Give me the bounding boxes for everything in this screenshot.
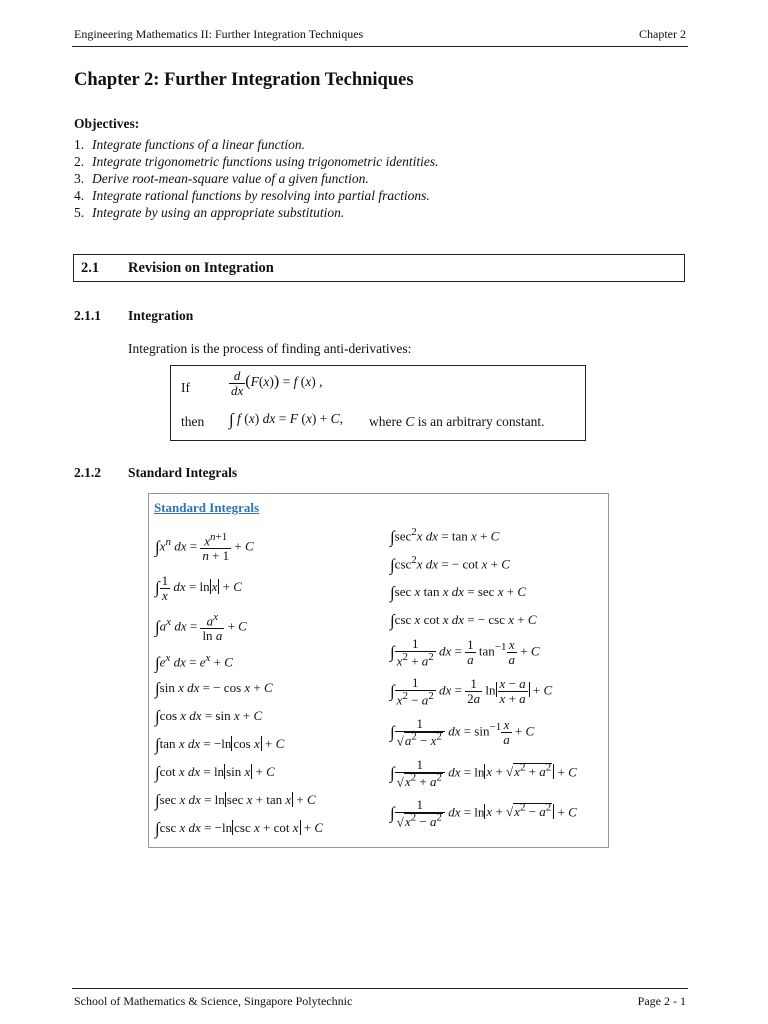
integral-arcsin: ∫ $\frac{1}{√a^2 - x^2}$ dx = $\sin^{-1}$ $\frac{x}{a}$ + C [390,716,535,748]
then-label: then [181,414,205,429]
objective-text: Integrate trigonometric functions using trigonometric identities. [92,154,439,169]
constant-text: is an arbitrary constant. [417,414,545,429]
section-number: 2.1 [81,260,100,276]
objective-item [74,136,438,153]
objective-number: 4. [74,188,85,203]
objective-number: 5. [74,205,85,220]
integral-sec-tan: ∫sec x tan x dx = sec x + C [390,583,526,602]
integral-exponential-e: $\int e^x$ dx = $e^x + C$ [155,652,233,673]
definition-box [170,365,586,441]
integral-cotangent: ∫cot x dx = ln sin x + C [155,763,275,782]
integral-csc-cot: ∫csc x cot x dx = − csc x + C [390,611,537,630]
header-title: Engineering Mathematics II: Further Integration Techniques [74,27,364,41]
integral-exponential-a: $\int a^x$ dx = $\frac{a^x}{\text{ln a}}$ + C [155,611,247,643]
footer-rule [72,988,688,989]
subsection-title: Standard Integrals [128,465,238,480]
section-heading-box [73,254,685,282]
integral-sine: ∫sin x dx = − cos x + C [155,679,273,698]
header-chapter: Chapter 2 [639,27,686,41]
integral-sec-squared: $\int\sec^2x$ dx = tan x + C [390,526,500,547]
objective-item [74,187,438,204]
section-title: Revision on Integration [128,260,274,276]
integral-log-diff-sqrt: ∫ $\frac{1}{√x^2 - a^2}$ dx = $\ln x + √x^2 - a^2 + C$ [390,797,577,829]
integral-reciprocal: ∫ $\frac{1}{x}$ dx = ln x + C [155,573,242,603]
derivative-formula: $\frac{d}{dx}$ (F(x)) = f (x) , [231,368,323,398]
objective-number: 1. [74,137,85,152]
integral-tangent: ∫tan x dx = −ln cos x + C [155,735,285,754]
integral-power: $\int x^n$ dx = $\frac{x^{n+1}}{n + 1}$ + C [155,531,254,563]
subsection-number: 2.1.1 [74,308,101,323]
objective-text: Integrate rational functions by resolving into partial fractions. [92,188,430,203]
footer-institution: School of Mathematics & Science, Singapore Polytechnic [74,994,353,1008]
antiderivative-formula: ∫ f (x) dx = F (x) + C, [229,410,350,429]
integral-cosine: ∫cos x dx = sin x + C [155,707,263,726]
objectives-list [74,136,438,221]
footer-page-number: Page 2 - 1 [637,994,686,1008]
standard-integrals-title: Standard Integrals [154,500,260,515]
integral-secant: ∫sec x dx = ln sec x + tan x + C [155,791,316,810]
objective-item [74,153,438,170]
integral-arctan: ∫ $\frac{1}{x^2 + a^2}$ dx = $\frac{1}{a}$ $\tan^{-1}$ $\frac{x}{a}$ + C [390,636,540,668]
if-label: If [181,380,190,395]
integral-cosecant: ∫csc x dx = −ln csc x + cot x + C [155,819,324,838]
subsection-title: Integration [128,308,194,323]
objective-item [74,204,438,221]
objective-text: Integrate functions of a linear function. [92,137,305,152]
where-text: where [369,414,402,429]
page-title: Chapter 2: Further Integration Techniques [74,70,414,90]
objective-text: Derive root-mean-square value of a given function. [92,171,369,186]
objective-number: 3. [74,171,85,186]
where-clause: where C is an arbitrary constant. [369,414,545,429]
objectives-heading: Objectives: [74,116,140,131]
objective-number: 2. [74,154,85,169]
header-rule [72,46,688,47]
integral-csc-squared: $\int\csc^2x$ dx = − cot x + C [390,554,510,575]
subsection-number: 2.1.2 [74,465,101,480]
integral-log-difference: ∫ $\frac{1}{x^2 - a^2}$ dx = $\frac{1}{2a}$ ln $\frac{x - a}{x + a}$ + C [390,675,553,707]
integration-definition-text: Integration is the process of finding anti-derivatives: [128,341,412,356]
objective-text: Integrate by using an appropriate substitution. [92,205,345,220]
page-header [74,27,686,42]
page-footer [74,994,686,1009]
integral-log-sum-sqrt: ∫ $\frac{1}{√x^2 + a^2}$ dx = $\ln x + √x^2 + a^2 + C$ [390,757,577,789]
standard-integrals-box [148,493,609,848]
objective-item [74,170,438,187]
